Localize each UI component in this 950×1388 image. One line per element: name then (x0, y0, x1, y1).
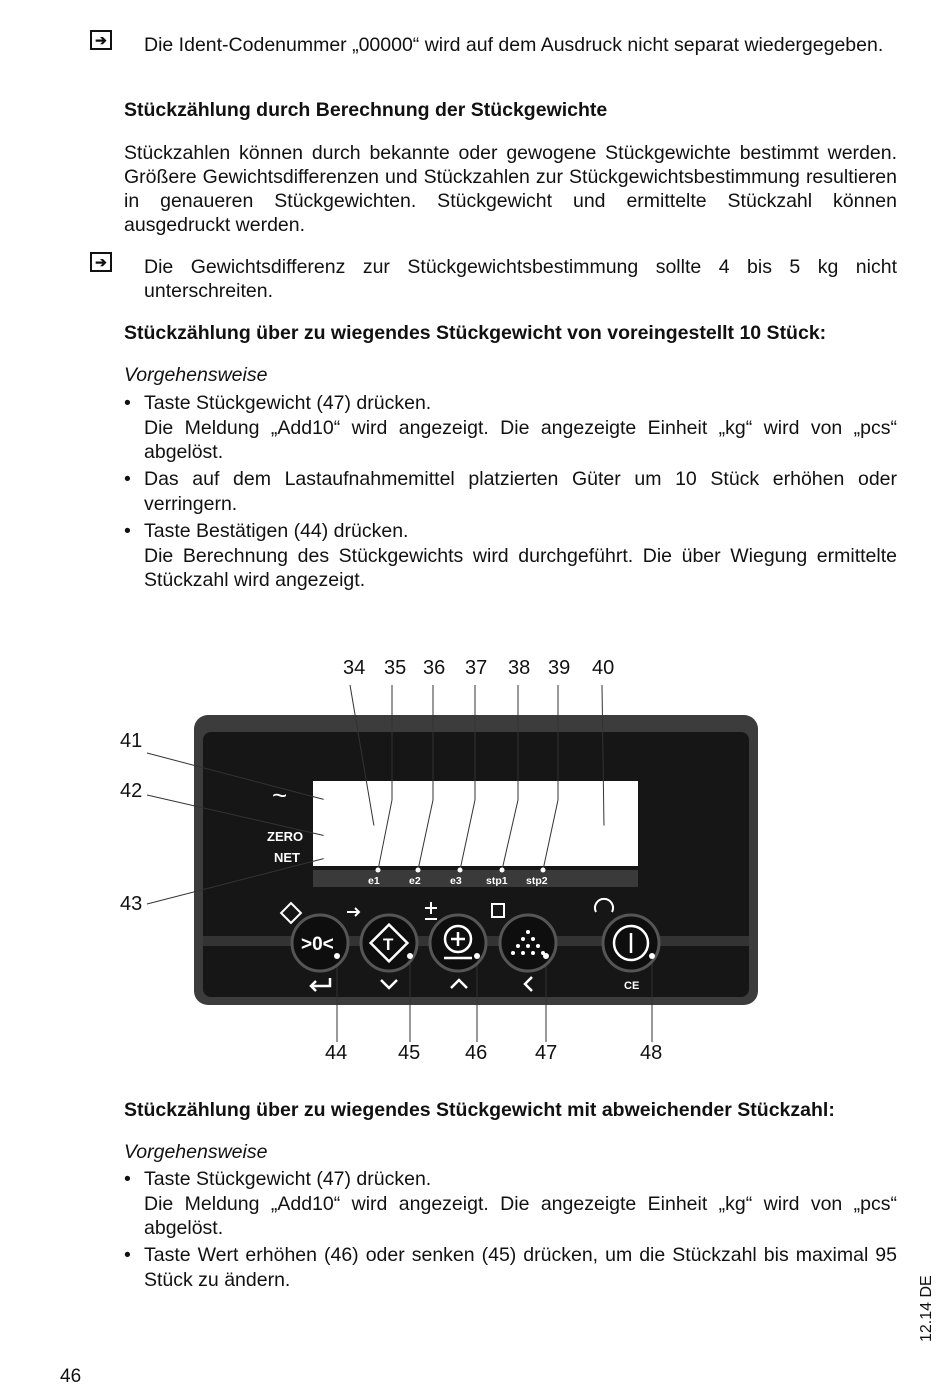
tare-key-label: T (383, 935, 394, 954)
note-arrow-icon: ➔ (90, 30, 112, 50)
procedure-label-1: Vorgehensweise (124, 364, 268, 386)
list-item: • Taste Bestätigen (44) drücken. Die Berechnung des Stückgewichts wird durchgeführt. Die über Wiegung ermittelte Stückzahl wird angezeigt. (124, 520, 897, 591)
step-line: Taste Stückgewicht (47) drücken. (144, 392, 432, 414)
step-line: Die Meldung „Add10“ wird angezeigt. Die angezeigte Einheit „kg“ wird von „pcs“ abgelöst. (144, 416, 897, 463)
callout-47: 47 (535, 1042, 558, 1064)
label-stp2: stp2 (526, 875, 548, 887)
callout-44: 44 (325, 1042, 348, 1064)
note-arrow-icon: ➔ (90, 252, 112, 272)
callout-43: 43 (120, 893, 143, 915)
note-text-2: Die Gewichtsdifferenz zur Stückgewichtsbestimmung sollte 4 bis 5 kg nicht unterschreiten. (144, 256, 897, 302)
net-indicator-label: NET (274, 850, 300, 865)
step-line: Taste Wert erhöhen (46) oder senken (45) drücken, um die Stückzahl bis maximal 95 Stück zu ändern. (144, 1244, 897, 1291)
section-heading-3: Stückzählung über zu wiegendes Stückgewicht mit abweichender Stückzahl: (124, 1099, 835, 1121)
callout-41: 41 (120, 730, 143, 752)
section-heading-1: Stückzählung durch Berechnung der Stückgewichte (124, 99, 608, 121)
callout-48: 48 (640, 1042, 663, 1064)
note-text-1: Die Ident-Codenummer „00000“ wird auf dem Ausdruck nicht separat wiedergegeben. (144, 34, 884, 56)
callout-37: 37 (465, 657, 488, 679)
control-panel-diagram (0, 640, 950, 1070)
list-item: • Taste Stückgewicht (47) drücken. Die Meldung „Add10“ wird angezeigt. Die angezeigte Einheit „kg“ wird von „pcs“ abgelöst. (124, 392, 897, 463)
callout-46: 46 (465, 1042, 488, 1064)
list-item: • Das auf dem Lastaufnahmemittel platzierten Güter um 10 Stück erhöhen oder verringern. (124, 468, 897, 515)
label-e3: e3 (450, 875, 462, 887)
section-heading-2: Stückzählung über zu wiegendes Stückgewicht von voreingestellt 10 Stück: (124, 322, 827, 344)
stability-tilde-icon: ~ (272, 780, 288, 810)
step-line: Die Berechnung des Stückgewichts wird durchgeführt. Die über Wiegung ermittelte Stückzahl wird angezeigt. (144, 544, 897, 591)
step-line: Taste Bestätigen (44) drücken. (144, 520, 409, 542)
callout-45: 45 (398, 1042, 421, 1064)
count-key (500, 915, 556, 971)
body-paragraph-1: Stückzahlen können durch bekannte oder gewogene Stückgewichte bestimmt werden. Größere Gewichtsdifferenzen und Stückzahlen zur Stückgewichtsbestimmung resultieren in genaueren Stückgewichten. Stückgewicht und ermittelte Stückzahl können ausgedruckt werden. (124, 142, 897, 236)
display-label-strip (313, 870, 638, 887)
callout-38: 38 (508, 657, 531, 679)
version-label: 12.14 DE (918, 1275, 935, 1342)
step-line: Taste Stückgewicht (47) drücken. (144, 1168, 432, 1190)
step-line: Das auf dem Lastaufnahmemittel platzierten Güter um 10 Stück erhöhen oder verringern. (144, 468, 897, 515)
label-stp1: stp1 (486, 875, 508, 887)
step-line: Die Meldung „Add10“ wird angezeigt. Die angezeigte Einheit „kg“ wird von „pcs“ abgelöst. (144, 1192, 897, 1239)
callout-39: 39 (548, 657, 571, 679)
zero-key-label: >0< (301, 934, 334, 955)
procedure-label-2: Vorgehensweise (124, 1141, 268, 1163)
list-item: • Taste Wert erhöhen (46) oder senken (45) drücken, um die Stückzahl bis maximal 95 Stück zu ändern. (124, 1244, 897, 1291)
callout-42: 42 (120, 780, 143, 802)
label-e1: e1 (368, 875, 380, 887)
callout-34: 34 (343, 657, 366, 679)
page-number: 46 (60, 1366, 82, 1387)
label-e2: e2 (409, 875, 421, 887)
zero-indicator-label: ZERO (267, 829, 304, 844)
callout-40: 40 (592, 657, 615, 679)
callout-36: 36 (423, 657, 446, 679)
ce-label: CE (624, 980, 640, 992)
callout-35: 35 (384, 657, 407, 679)
list-item: • Taste Stückgewicht (47) drücken. Die Meldung „Add10“ wird angezeigt. Die angezeigte Einheit „kg“ wird von „pcs“ abgelöst. (124, 1168, 897, 1239)
